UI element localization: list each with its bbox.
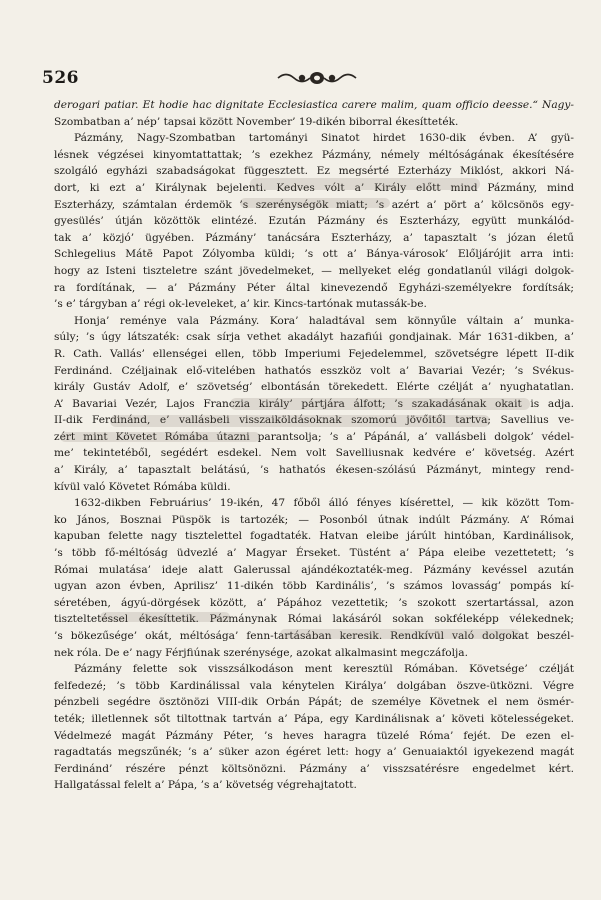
text-line: nek róla. De e’ nagy Férjfiúnak szerénysége, azokat alkalmasint megczáfolja. (54, 646, 468, 659)
text-line: ’s bökezűsége’ okát, méltósága’ fenn-tartásában keresik. Rendkívül való dolgokat beszél- (54, 630, 574, 642)
text-line: derogari patiar. Et hodie hac dignitate Ecclesiastica carere malim, quam officio deesse.“ Nagy- (54, 99, 574, 111)
paragraph (54, 97, 574, 130)
text-line: Hallgatással felelt a’ Pápa, ’s a’ követség végrehajtatott. (54, 779, 357, 792)
text-line: II-dik Ferdinánd, e’ vallásbeli visszaiköldásoknak szomorú jövőitől tartva; Savellius ve- (54, 414, 574, 427)
text-line: ra fordítának, — a’ Pázmány Péter által kinevezendő Egyházi-személyekre fordítsák; (54, 281, 574, 294)
text-line: me’ tekintetéből, segédért esdekel. Nem volt Savelliusnak kedvére e’ követség. Azért (54, 447, 574, 460)
text-line: R. Cath. Vallás’ ellenségei ellen, több Imperiumi Fejedelemmel, szövetségre lépett II-dik (54, 347, 574, 360)
page-header (40, 68, 561, 90)
text-line: Pázmány, Nagy-Szombatban tartományi Sinatot hirdet 1630-dik évben. A’ gyü- (74, 132, 574, 145)
ink-smudge (100, 612, 230, 622)
text-line: Szombatban a’ nép’ tapsai között November’ 19-dikén biborral ékesítteték. (54, 115, 459, 128)
text-line: zért mint Követet Rómába útazni parantsolja; ’s a’ Pápánál, a’ vallásbeli dolgok’ védel- (54, 430, 574, 443)
ink-smudge (110, 415, 490, 427)
ink-smudge (280, 629, 520, 639)
text-line: séretében, ágyú-dörgések között, a’ Pápához vezettetik; ’s szokott szertartással, azon (54, 596, 574, 609)
text-line: Ferdinánd. Czéljainak elő-vitelében hathatós esszköz volt a’ Bavariai Vezér; ’s Svékus- (54, 364, 574, 377)
text-line: király Gustáv Adolf, e’ szövetség’ elbontásán törekedett. Elérte czélját a’ nyughatatlan. (54, 381, 574, 394)
text-line: Pázmány felette sok visszsálkodáson ment keresztül Rómában. Követsége’ czélját (74, 663, 574, 676)
ink-smudge (230, 398, 530, 410)
text-line: tak a’ közjó’ ügyében. Pázmány’ tanácsára Eszterházy, a’ tapasztalt ’s józan életű (54, 231, 574, 244)
text-line: Eszterházy, számtalan érdemök ’s szerénységök miatt; ’s azért a’ pört a’ kölcsönös egy- (54, 198, 574, 211)
ink-smudge (250, 178, 480, 190)
paragraph (54, 661, 574, 794)
page-number: 526 (42, 68, 79, 88)
text-line: gyesülés’ útján közöttök elintézé. Ezután Pázmány és Eszterházy, együtt munkálód- (54, 215, 574, 228)
text-line: ugyan azon évben, Aprilisz’ 11-dikén több Kardinális’, ’s számos lovasság’ pompás kí- (54, 580, 574, 593)
text-line: A’ Bavariai Vezér, Lajos Franczia király’ pártjára álfott; ’s szakadásának okait is adja. (54, 397, 574, 410)
text-line: teték; illetlennek sőt tiltottnak tartván a’ Pápa, egy Kardinálisnak a’ követi kötelességeket. (54, 712, 574, 725)
text-line: Schlegelius Mátē Papot Zólyomba küldi; ’s ott a’ Bánya-városok’ Előljárójit arra inti: (54, 248, 574, 261)
text-line: Védelmezé magát Pázmány Péter, ’s heves haragra tüzelé Róma’ fejét. De ezen el- (54, 729, 574, 742)
text-line: ko János, Bosznai Püspök is tartozék; — Posonból útnak indúlt Pázmány. A’ Római (54, 513, 574, 526)
text-line: felfedezé; ’s több Kardinálissal vala kénytelen Királya’ dolgában öszve-ütközni. Végre (54, 679, 574, 692)
text-line: pénzbeli segédre ösztönözi VIII-dik Orbán Pápát; de személye Követnek el nem ösmér- (54, 696, 574, 709)
printer-ornament-icon (276, 69, 358, 87)
text-line: kapuban felette nagy tisztelettel fogadtaték. Hatvan eleibe járúlt hintóban, Kardinálisok, (54, 530, 574, 543)
text-line: lésnek végzései kinyomtattattak; ’s ezekhez Pázmány, némely méltóságának ékesítésére (54, 148, 574, 161)
text-line: tiszteltetéssel ékesíttetik. Pázmánynak Római lakásáról sokan sokféleképp vélekednek; (54, 613, 574, 626)
ink-smudge (240, 198, 390, 208)
text-line: Római mulatása’ ideje alatt Galerussal ajándékoztaték-meg. Pázmány kevéssel azután (54, 563, 574, 576)
text-line: 1632-dikben Februárius’ 19-ikén, 47 főből álló fényes kísérettel, — kik között Tom- (74, 497, 574, 510)
text-line: Honja’ reménye vala Pázmány. Kora’ haladtával sem könnyűle váltain a’ munka- (74, 314, 574, 327)
text-line: a’ Király, a’ tapasztalt belátású, ’s hathatós ékesen-szólású Pázmányt, mintegy rend- (54, 464, 574, 477)
text-line: súly; ’s úgy látszaték: csak sírja vethet akadályt hazafiúi gondjainak. Már 1631-dikben, a’ (54, 331, 574, 344)
text-line: ragadtatás megszűnék; ’s a’ süker azon égéret lett: hogy a’ Genuaiaktól igyekezend magát (54, 746, 574, 759)
text-line: ’s több fő-méltóság üdvezlé a’ Magyar Érseket. Tüstént a’ Pápa eleibe vezettetett; ’s (54, 547, 574, 560)
text-line: hogy az Isteni tiszteletre szánt jövedelmeket, — mellyeket elég gondatlanúl világi dolgok- (54, 264, 574, 277)
text-line: Ferdinánd’ részére pénzt költsönözni. Pázmány a’ visszsatérésre engedelmet kért. (54, 762, 574, 775)
ink-smudge (60, 432, 260, 442)
paragraph (54, 130, 574, 313)
text-line: ’s e’ tárgyban a’ régi ok-leveleket, a’ kir. Kincs-tartónak mutassák-be. (54, 298, 427, 311)
text-line: dort, ki ezt a’ Királynak bejelenti. Kedves vólt a’ Király előtt mind Pázmány, mind (54, 181, 574, 194)
text-line: kívül való Követet Rómába küldi. (54, 480, 231, 493)
text-line: szolgáló egyházi szabadságokat függesztett. Ez megsérté Ezterházy Miklóst, akkori Ná- (54, 165, 574, 178)
